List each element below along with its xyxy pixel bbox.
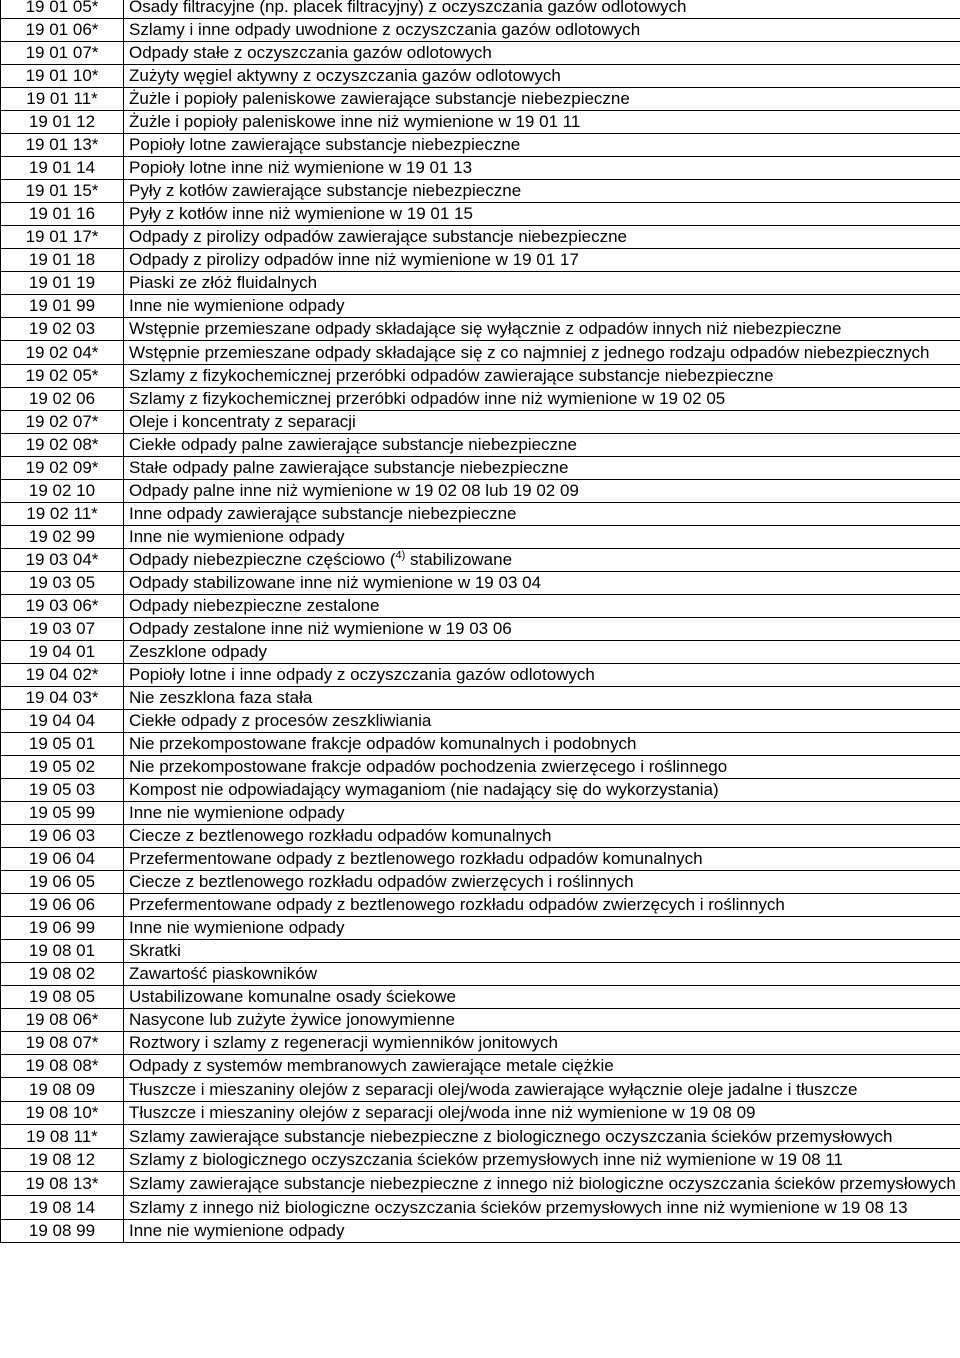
table-row xyxy=(1,1009,960,1032)
waste-description-cell: Tłuszcze i mieszaniny olejów z separacji olej/woda inne niż wymienione w 19 08 09 xyxy=(124,1102,960,1125)
waste-code-cell: 19 05 02 xyxy=(1,756,124,779)
table-row xyxy=(1,595,960,618)
table-row xyxy=(1,986,960,1009)
waste-description-cell: Inne nie wymienione odpady xyxy=(124,802,960,825)
table-row xyxy=(1,733,960,756)
waste-code-cell: 19 01 17* xyxy=(1,226,124,249)
waste-description-cell: Inne odpady zawierające substancje niebezpieczne xyxy=(124,503,960,526)
waste-description-cell: Ciecze z beztlenowego rozkładu odpadów zwierzęcych i roślinnych xyxy=(124,871,960,894)
waste-description-cell: Osady filtracyjne (np. placek filtracyjny) z oczyszczania gazów odlotowych xyxy=(124,0,960,19)
waste-code-cell: 19 06 03 xyxy=(1,825,124,848)
waste-description-cell: Odpady zestalone inne niż wymienione w 19 03 06 xyxy=(124,618,960,641)
table-row xyxy=(1,1032,960,1055)
waste-description-cell: Odpady palne inne niż wymienione w 19 02 08 lub 19 02 09 xyxy=(124,480,960,503)
table-row xyxy=(1,0,960,19)
waste-code-cell: 19 01 13* xyxy=(1,134,124,157)
waste-code-cell: 19 08 05 xyxy=(1,986,124,1009)
table-row xyxy=(1,249,960,272)
waste-code-cell: 19 02 05* xyxy=(1,365,124,388)
waste-code-cell: 19 01 07* xyxy=(1,42,124,65)
table-row xyxy=(1,434,960,457)
waste-description-cell: Ciekłe odpady palne zawierające substancje niebezpieczne xyxy=(124,434,960,457)
waste-code-cell: 19 04 01 xyxy=(1,641,124,664)
waste-description-cell: Inne nie wymienione odpady xyxy=(124,1220,960,1243)
table-row xyxy=(1,802,960,825)
waste-code-cell: 19 02 11* xyxy=(1,503,124,526)
table-row xyxy=(1,848,960,871)
waste-description-cell: Tłuszcze i mieszaniny olejów z separacji olej/woda zawierające wyłącznie oleje jadalne i tłuszcze xyxy=(124,1078,960,1102)
table-row xyxy=(1,549,960,572)
waste-description-cell: Nie zeszklona faza stała xyxy=(124,687,960,710)
waste-description-cell: Nasycone lub zużyte żywice jonowymienne xyxy=(124,1009,960,1032)
table-row xyxy=(1,341,960,365)
description-text-continued: stabilizowane xyxy=(405,550,513,569)
table-row xyxy=(1,940,960,963)
table-row xyxy=(1,19,960,42)
table-row xyxy=(1,917,960,940)
waste-code-cell: 19 01 15* xyxy=(1,180,124,203)
description-text: Odpady niebezpieczne częściowo ( xyxy=(129,550,396,569)
waste-code-cell: 19 08 14 xyxy=(1,1196,124,1220)
waste-description-cell: Odpady stabilizowane inne niż wymienione w 19 03 04 xyxy=(124,572,960,595)
waste-description-cell: Szlamy i inne odpady uwodnione z oczyszczania gazów odlotowych xyxy=(124,19,960,42)
table-row xyxy=(1,365,960,388)
waste-description-cell: Szlamy z fizykochemicznej przeróbki odpadów zawierające substancje niebezpieczne xyxy=(124,365,960,388)
waste-codes-body xyxy=(1,0,960,1243)
table-row xyxy=(1,618,960,641)
table-row xyxy=(1,526,960,549)
waste-code-cell: 19 01 18 xyxy=(1,249,124,272)
waste-description-cell: Popioły lotne zawierające substancje niebezpieczne xyxy=(124,134,960,157)
waste-code-cell: 19 01 11* xyxy=(1,88,124,111)
table-row xyxy=(1,295,960,318)
waste-description-cell: Żużle i popioły paleniskowe zawierające substancje niebezpieczne xyxy=(124,88,960,111)
waste-description-cell: Odpady z systemów membranowych zawierające metale ciężkie xyxy=(124,1055,960,1078)
waste-description-cell: Popioły lotne i inne odpady z oczyszczania gazów odlotowych xyxy=(124,664,960,687)
waste-description-cell: Żużle i popioły paleniskowe inne niż wymienione w 19 01 11 xyxy=(124,111,960,134)
waste-description-cell: Wstępnie przemieszane odpady składające się z co najmniej z jednego rodzaju odpadów niebezpiecznych xyxy=(124,341,960,365)
waste-code-cell: 19 06 99 xyxy=(1,917,124,940)
table-row xyxy=(1,42,960,65)
table-row xyxy=(1,779,960,802)
table-row xyxy=(1,641,960,664)
waste-description-cell: Inne nie wymienione odpady xyxy=(124,917,960,940)
waste-description-cell: Szlamy z biologicznego oczyszczania ścieków przemysłowych inne niż wymienione w 19 08 11 xyxy=(124,1149,960,1172)
waste-description-cell: Ciekłe odpady z procesów zeszkliwiania xyxy=(124,710,960,733)
waste-description-cell: Odpady z pirolizy odpadów inne niż wymienione w 19 01 17 xyxy=(124,249,960,272)
waste-code-cell: 19 04 04 xyxy=(1,710,124,733)
waste-code-cell: 19 08 13* xyxy=(1,1172,124,1196)
waste-code-cell: 19 08 99 xyxy=(1,1220,124,1243)
waste-code-cell: 19 06 04 xyxy=(1,848,124,871)
table-row xyxy=(1,1055,960,1078)
table-row xyxy=(1,111,960,134)
table-row xyxy=(1,503,960,526)
table-row xyxy=(1,180,960,203)
waste-description-cell: Zużyty węgiel aktywny z oczyszczania gazów odlotowych xyxy=(124,65,960,88)
waste-code-cell: 19 02 09* xyxy=(1,457,124,480)
waste-code-cell: 19 01 19 xyxy=(1,272,124,295)
waste-description-cell: Odpady z pirolizy odpadów zawierające substancje niebezpieczne xyxy=(124,226,960,249)
waste-description-cell: Nie przekompostowane frakcje odpadów pochodzenia zwierzęcego i roślinnego xyxy=(124,756,960,779)
table-row xyxy=(1,871,960,894)
footnote-marker: 4) xyxy=(395,549,406,562)
table-row xyxy=(1,318,960,341)
table-row xyxy=(1,572,960,595)
waste-description-cell: Oleje i koncentraty z separacji xyxy=(124,411,960,434)
waste-code-cell: 19 02 08* xyxy=(1,434,124,457)
waste-description-cell: Zeszklone odpady xyxy=(124,641,960,664)
table-row xyxy=(1,88,960,111)
waste-code-cell: 19 01 05* xyxy=(1,0,124,19)
waste-code-cell: 19 08 10* xyxy=(1,1102,124,1125)
waste-code-cell: 19 08 11* xyxy=(1,1125,124,1149)
table-row xyxy=(1,1149,960,1172)
waste-description-cell: Wstępnie przemieszane odpady składające się wyłącznie z odpadów innych niż niebezpieczne xyxy=(124,318,960,341)
waste-code-cell: 19 08 08* xyxy=(1,1055,124,1078)
waste-description-cell: Skratki xyxy=(124,940,960,963)
waste-description-cell: Piaski ze złóż fluidalnych xyxy=(124,272,960,295)
table-row xyxy=(1,272,960,295)
waste-description-cell: Szlamy z fizykochemicznej przeróbki odpadów inne niż wymienione w 19 02 05 xyxy=(124,388,960,411)
waste-code-cell: 19 04 02* xyxy=(1,664,124,687)
waste-code-cell: 19 01 06* xyxy=(1,19,124,42)
table-row xyxy=(1,756,960,779)
table-row xyxy=(1,134,960,157)
waste-code-cell: 19 06 05 xyxy=(1,871,124,894)
table-row xyxy=(1,1196,960,1220)
waste-description-cell: Przefermentowane odpady z beztlenowego rozkładu odpadów zwierzęcych i roślinnych xyxy=(124,894,960,917)
waste-code-cell: 19 03 07 xyxy=(1,618,124,641)
waste-code-cell: 19 02 06 xyxy=(1,388,124,411)
waste-code-cell: 19 03 05 xyxy=(1,572,124,595)
waste-code-cell: 19 01 14 xyxy=(1,157,124,180)
waste-code-cell: 19 04 03* xyxy=(1,687,124,710)
table-row xyxy=(1,963,960,986)
waste-code-cell: 19 02 10 xyxy=(1,480,124,503)
waste-code-cell: 19 08 12 xyxy=(1,1149,124,1172)
waste-description-cell: Stałe odpady palne zawierające substancje niebezpieczne xyxy=(124,457,960,480)
waste-description-cell: Inne nie wymienione odpady xyxy=(124,526,960,549)
waste-code-cell: 19 02 99 xyxy=(1,526,124,549)
waste-code-cell: 19 01 10* xyxy=(1,65,124,88)
table-row xyxy=(1,411,960,434)
waste-description-cell: Szlamy z innego niż biologiczne oczyszczania ścieków przemysłowych inne niż wymienione w 19 08 13 xyxy=(124,1196,960,1220)
waste-code-cell: 19 08 01 xyxy=(1,940,124,963)
table-row xyxy=(1,1078,960,1102)
waste-code-cell: 19 02 04* xyxy=(1,341,124,365)
waste-code-cell: 19 01 16 xyxy=(1,203,124,226)
waste-description-cell: Ustabilizowane komunalne osady ściekowe xyxy=(124,986,960,1009)
waste-code-cell: 19 01 12 xyxy=(1,111,124,134)
waste-code-cell: 19 08 02 xyxy=(1,963,124,986)
table-row xyxy=(1,1125,960,1149)
waste-code-cell: 19 02 03 xyxy=(1,318,124,341)
waste-code-cell: 19 01 99 xyxy=(1,295,124,318)
waste-description-cell: Nie przekompostowane frakcje odpadów komunalnych i podobnych xyxy=(124,733,960,756)
table-row xyxy=(1,1172,960,1196)
waste-description-cell: Popioły lotne inne niż wymienione w 19 01 13 xyxy=(124,157,960,180)
waste-description-cell: Ciecze z beztlenowego rozkładu odpadów komunalnych xyxy=(124,825,960,848)
table-row xyxy=(1,457,960,480)
waste-code-cell: 19 06 06 xyxy=(1,894,124,917)
waste-description-cell: Pyły z kotłów inne niż wymienione w 19 01 15 xyxy=(124,203,960,226)
waste-description-cell: Szlamy zawierające substancje niebezpieczne z innego niż biologiczne oczyszczania ścieków przemysłowych xyxy=(124,1172,960,1196)
waste-description-cell: Inne nie wymienione odpady xyxy=(124,295,960,318)
waste-code-cell: 19 02 07* xyxy=(1,411,124,434)
waste-code-cell: 19 03 04* xyxy=(1,549,124,572)
waste-code-cell: 19 05 03 xyxy=(1,779,124,802)
waste-description-cell: Odpady niebezpieczne zestalone xyxy=(124,595,960,618)
table-row xyxy=(1,480,960,503)
table-row xyxy=(1,203,960,226)
waste-code-cell: 19 08 07* xyxy=(1,1032,124,1055)
waste-code-cell: 19 05 01 xyxy=(1,733,124,756)
table-row xyxy=(1,1220,960,1243)
table-row xyxy=(1,157,960,180)
waste-code-cell: 19 08 09 xyxy=(1,1078,124,1102)
waste-description-cell: Pyły z kotłów zawierające substancje niebezpieczne xyxy=(124,180,960,203)
waste-description-cell xyxy=(124,549,960,572)
table-row xyxy=(1,687,960,710)
waste-code-cell: 19 05 99 xyxy=(1,802,124,825)
waste-description-cell: Odpady stałe z oczyszczania gazów odlotowych xyxy=(124,42,960,65)
table-row xyxy=(1,894,960,917)
waste-description-cell: Kompost nie odpowiadający wymaganiom (nie nadający się do wykorzystania) xyxy=(124,779,960,802)
table-row xyxy=(1,825,960,848)
waste-description-cell: Roztwory i szlamy z regeneracji wymienników jonitowych xyxy=(124,1032,960,1055)
table-row xyxy=(1,65,960,88)
waste-description-cell: Szlamy zawierające substancje niebezpieczne z biologicznego oczyszczania ścieków przemysłowych xyxy=(124,1125,960,1149)
waste-code-cell: 19 08 06* xyxy=(1,1009,124,1032)
table-row xyxy=(1,664,960,687)
table-row xyxy=(1,1102,960,1125)
table-row xyxy=(1,388,960,411)
waste-code-cell: 19 03 06* xyxy=(1,595,124,618)
waste-description-cell: Zawartość piaskowników xyxy=(124,963,960,986)
waste-description-cell: Przefermentowane odpady z beztlenowego rozkładu odpadów komunalnych xyxy=(124,848,960,871)
table-row xyxy=(1,226,960,249)
table-row xyxy=(1,710,960,733)
